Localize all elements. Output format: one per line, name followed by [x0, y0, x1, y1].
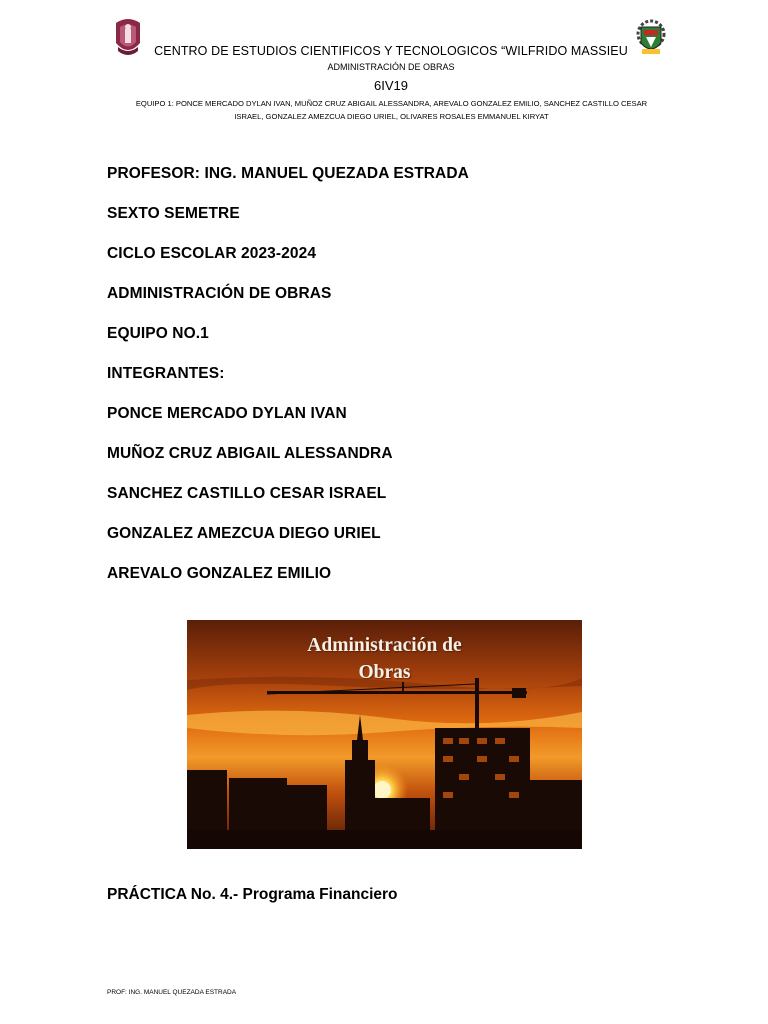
professor-line: PROFESOR: ING. MANUEL QUEZADA ESTRADA — [107, 165, 469, 182]
team-members-header — [110, 97, 673, 123]
member-name: GONZALEZ AMEZCUA DIEGO URIEL — [107, 525, 381, 542]
team-line-2: ISRAEL, GONZALEZ AMEZCUA DIEGO URIEL, OLIVARES ROSALES EMMANUEL KIRYAT — [234, 112, 549, 121]
member-name: PONCE MERCADO DYLAN IVAN — [107, 405, 347, 422]
team-line: EQUIPO NO.1 — [107, 325, 209, 342]
subject-subtitle: ADMINISTRACIÓN DE OBRAS — [327, 62, 455, 72]
member-name: MUÑOZ CRUZ ABIGAIL ALESSANDRA — [107, 445, 393, 462]
cover-photo — [187, 620, 582, 849]
school-year-line: CICLO ESCOLAR 2023-2024 — [107, 245, 317, 262]
members-heading: INTEGRANTES: — [107, 365, 225, 382]
course-line: ADMINISTRACIÓN DE OBRAS — [107, 285, 332, 302]
team-line-1: EQUIPO 1: PONCE MERCADO DYLAN IVAN, MUÑOZ CRUZ ABIGAIL ALESSANDRA, AREVALO GONZALEZ EMILIO, SANCHEZ CASTILLO CESAR — [135, 99, 648, 108]
practice-title: PRÁCTICA No. 4.- Programa Financiero — [107, 886, 398, 903]
group-code: 6IV19 — [374, 78, 408, 93]
institution-name: CENTRO DE ESTUDIOS CIENTIFICOS Y TECNOLOGICOS “WILFRIDO MASSIEU — [154, 44, 628, 58]
member-name: SANCHEZ CASTILLO CESAR ISRAEL — [107, 485, 387, 502]
semester-line: SEXTO SEMETRE — [107, 205, 240, 222]
photo-caption — [187, 632, 582, 686]
page-footer: PROF: ING. MANUEL QUEZADA ESTRADA — [107, 989, 237, 996]
caption-line-1: Administración de — [307, 635, 462, 656]
caption-line-2: Obras — [358, 662, 411, 683]
member-name: AREVALO GONZALEZ EMILIO — [107, 565, 332, 582]
